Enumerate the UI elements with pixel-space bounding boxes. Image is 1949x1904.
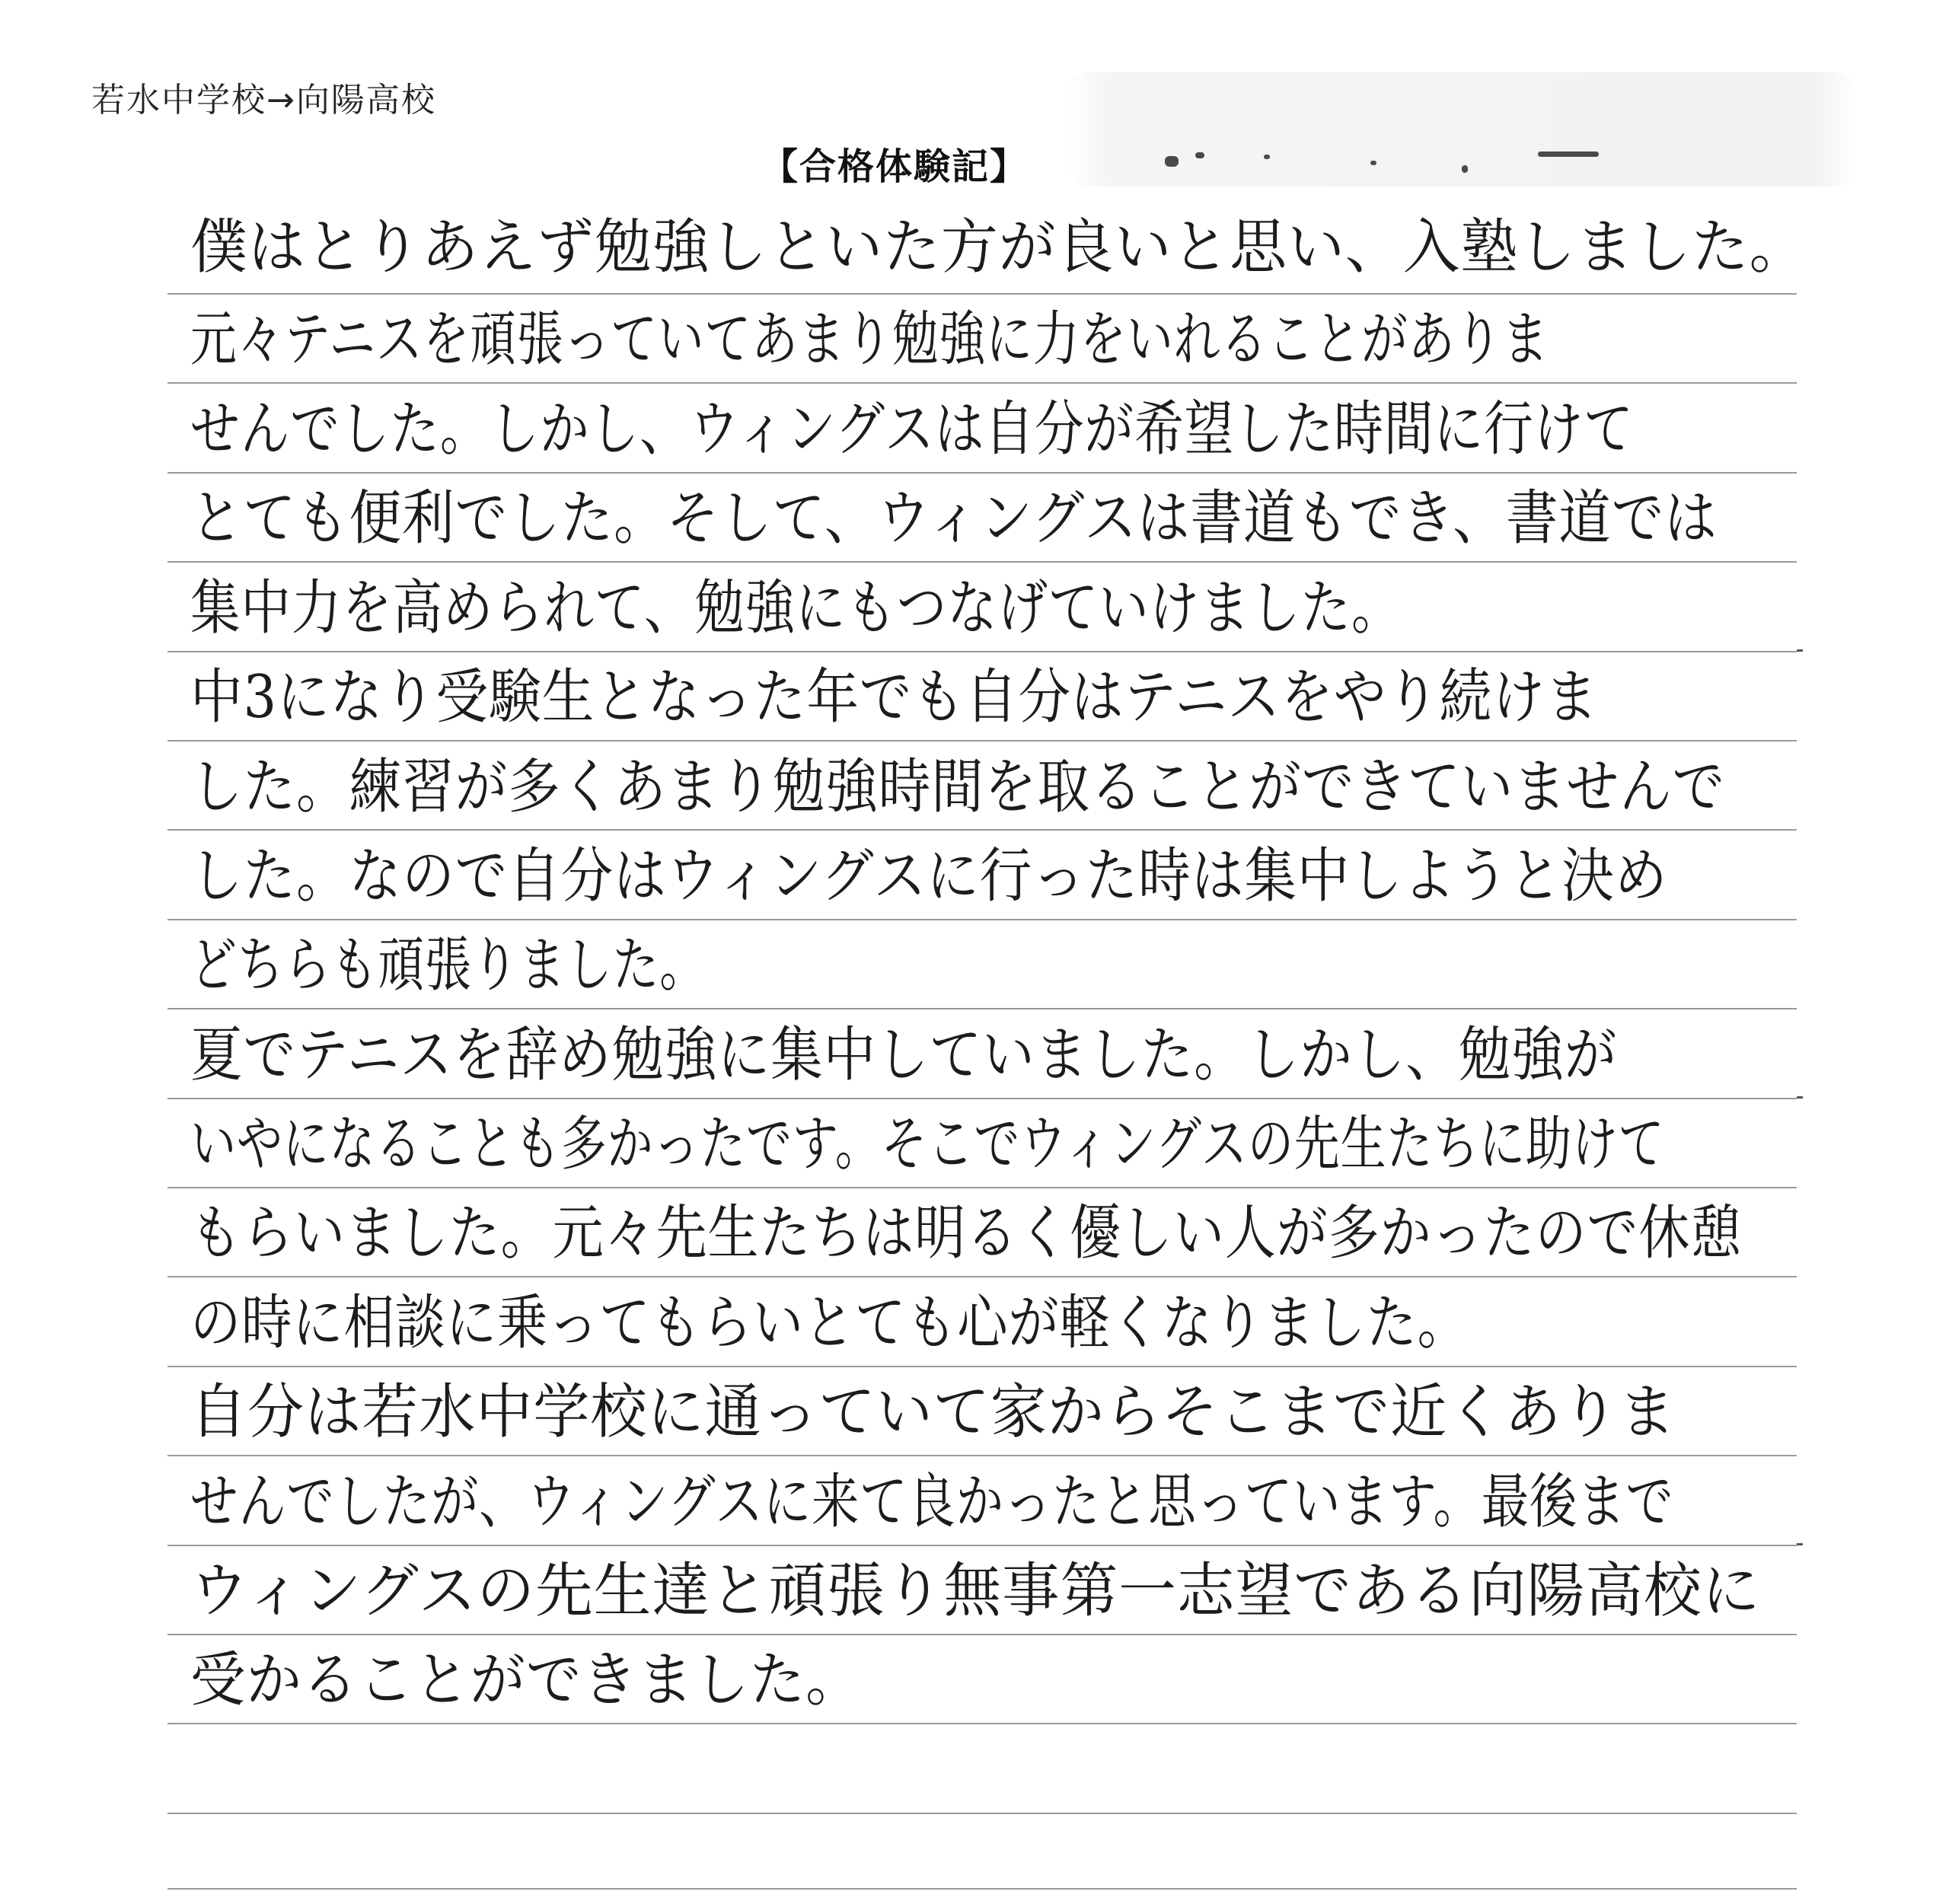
- redaction-mark: [1370, 161, 1376, 165]
- essay-line: ウィングスの先生達と頑張り無事第一志望である向陽高校に: [190, 1557, 1761, 1625]
- ruled-line: [167, 651, 1797, 652]
- essay-line: とても便利でした。そして、ウィングスは書道もでき、書道では: [190, 484, 1718, 553]
- essay-line: せんでしたが、ウィングスに来て良かったと思っています。最後まで: [190, 1468, 1674, 1536]
- ruled-line: [167, 1187, 1797, 1188]
- page-title: 【合格体験記】: [761, 145, 1029, 188]
- ruled-line: [167, 293, 1797, 295]
- ruled-line: [167, 829, 1797, 831]
- ruled-line: [167, 1008, 1797, 1009]
- essay-line: 元々テニスを頑張っていてあまり勉強に力をいれることがありま: [190, 305, 1549, 374]
- redaction-mark: [1165, 156, 1179, 167]
- essay-line: どちらも頑張りました。: [190, 931, 707, 1000]
- redaction-mark: [1195, 152, 1204, 158]
- ruled-line: [167, 919, 1797, 920]
- essay-line: の時に相談に乗ってもらいとても心が軽くなりました。: [190, 1289, 1469, 1357]
- ruled-line: [167, 740, 1797, 742]
- essay-line: 受かることができました。: [190, 1646, 862, 1714]
- ruled-line: [167, 1366, 1797, 1367]
- essay-line: 夏でテニスを辞め勉強に集中していました。しかし、勉強が: [190, 1021, 1618, 1089]
- ruled-line: [167, 1276, 1797, 1277]
- margin-tick: [1797, 1096, 1803, 1099]
- essay-line: した。なので自分はウィングスに行った時は集中しようと決め: [190, 842, 1668, 911]
- essay-line: せんでした。しかし、ウィングスは自分が希望した時間に行けて: [190, 395, 1634, 464]
- ruled-line: [167, 1813, 1797, 1814]
- redaction-mark: [1462, 165, 1468, 173]
- margin-tick: [1797, 649, 1803, 652]
- ruled-line: [167, 1888, 1797, 1890]
- essay-line: した。練習が多くあまり勉強時間を取ることができていませんで: [190, 753, 1726, 821]
- redaction-mark: [1538, 151, 1599, 157]
- essay-line: いやになることも多かったです。そこでウィングスの先生たちに助けて: [190, 1110, 1665, 1178]
- essay-line: 中3になり受験生となった年でも自分はテニスをやり続けま: [190, 663, 1599, 732]
- essay-line: 自分は若水中学校に通っていて家からそこまで近くありま: [190, 1378, 1676, 1446]
- essay-line: もらいました。元々先生たちは明るく優しい人が多かったので休憩: [190, 1199, 1743, 1268]
- ruled-line: [167, 1723, 1797, 1724]
- essay-line: 集中力を高められて、勉強にもつなげていけました。: [190, 574, 1402, 643]
- essay-line: 僕はとりあえず勉強しといた方が良いと思い、入塾しました。: [190, 213, 1807, 282]
- margin-tick: [1797, 1543, 1803, 1545]
- lined-sheet: [167, 209, 1807, 1896]
- redaction-mark: [1264, 155, 1270, 159]
- school-path-label: 若水中学校→向陽高校: [91, 81, 436, 120]
- ruled-line: [167, 561, 1797, 563]
- ruled-line: [167, 1545, 1797, 1546]
- ruled-line: [167, 1634, 1797, 1635]
- ruled-line: [167, 382, 1797, 384]
- ruled-line: [167, 472, 1797, 474]
- ruled-line: [167, 1455, 1797, 1456]
- ruled-line: [167, 1098, 1797, 1099]
- redacted-name-area: [1066, 72, 1858, 187]
